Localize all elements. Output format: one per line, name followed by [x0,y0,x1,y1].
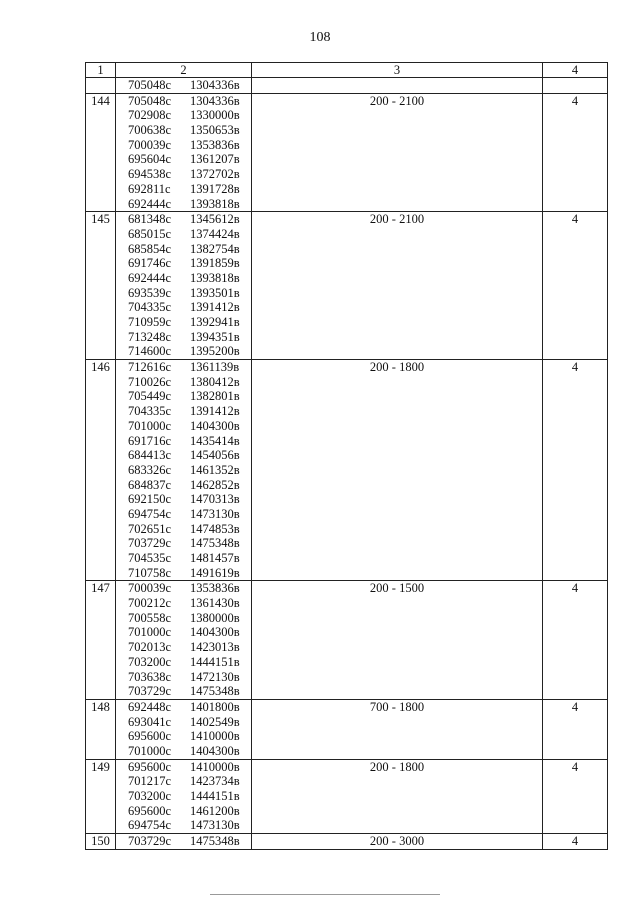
coordinate-pair [128,227,251,242]
latitude-value: 703729с [128,834,172,849]
coordinate-pair [128,300,251,315]
coordinates-cell [116,834,252,850]
coordinate-pair [128,271,251,286]
coordinates-cell [116,360,252,581]
coordinate-pair [128,197,251,212]
row-number-cell [86,78,116,94]
longitude-value: 1404300в [190,743,240,758]
category-cell [543,78,608,94]
latitude-value: 713248с [128,329,172,344]
longitude-value: 1380000в [190,610,240,625]
coordinates-cell [116,699,252,759]
coordinate-pair [128,551,251,566]
longitude-value: 1444151в [190,789,240,803]
latitude-value: 700039с [128,581,172,596]
row-number-cell: 146 [86,360,116,581]
row-number-cell: 144 [86,93,116,212]
longitude-value: 1410000в [190,729,240,744]
coordinate-pair [128,167,251,182]
coordinate-pair [128,123,251,138]
coordinate-pair [128,566,251,581]
coordinate-pair [128,419,251,434]
coordinate-pair [128,448,251,463]
longitude-value: 1391859в [190,256,240,271]
longitude-value: 1361430в [190,596,240,611]
coordinate-pair [128,138,251,153]
coordinates-cell [116,93,252,212]
depth-range-cell: 200 - 1800 [252,360,543,581]
longitude-value: 1393818в [190,270,240,285]
latitude-value: 703729с [128,684,172,699]
longitude-value: 1410000в [190,759,240,774]
longitude-value: 1444151в [190,654,240,669]
longitude-value: 1461352в [190,462,240,477]
coordinate-pair [128,344,251,359]
coordinate-pair [128,94,251,109]
longitude-value: 1382754в [190,241,240,256]
longitude-value: 1475348в [190,834,240,849]
longitude-value: 1353836в [190,581,240,596]
longitude-value: 1402549в [190,714,240,729]
longitude-value: 1475348в [190,684,240,699]
latitude-value: 685015с [128,226,172,241]
table-row [86,759,608,833]
coordinate-pair [128,315,251,330]
longitude-value: 1394351в [190,329,240,344]
header-col-2: 2 [116,63,252,78]
longitude-value: 1462852в [190,477,240,492]
coordinate-pair [128,389,251,404]
longitude-value: 1481457в [190,551,240,565]
table-row [86,212,608,360]
longitude-value: 1330000в [190,108,240,123]
latitude-value: 695600с [128,729,172,744]
longitude-value: 1470313в [190,492,240,507]
latitude-value: 684413с [128,448,172,463]
coordinate-pair [128,670,251,685]
table-row [86,93,608,212]
depth-range-cell: 200 - 1800 [252,759,543,833]
coordinate-pair [128,375,251,390]
coordinate-pair [128,330,251,345]
latitude-value: 700558с [128,610,172,625]
latitude-value: 692444с [128,196,172,211]
coordinate-pair [128,625,251,640]
continuation-row [86,78,608,94]
latitude-value: 694538с [128,167,172,182]
longitude-value: 1361139в [190,360,240,375]
data-table [85,62,608,850]
latitude-value: 695600с [128,759,172,774]
depth-range-cell [252,78,543,94]
depth-range-cell: 200 - 1500 [252,581,543,700]
coordinate-pair [128,581,251,596]
latitude-value: 705449с [128,389,172,404]
row-number-cell: 145 [86,212,116,360]
latitude-value: 705048с [128,93,172,108]
header-col-4: 4 [543,63,608,78]
table-row [86,360,608,581]
coordinate-pair [128,760,251,775]
coordinate-pair [128,522,251,537]
latitude-value: 692448с [128,699,172,714]
longitude-value: 1393818в [190,196,240,211]
longitude-value: 1304336в [190,78,240,92]
latitude-value: 702651с [128,521,172,536]
longitude-value: 1474853в [190,521,240,536]
coordinate-pair [128,774,251,789]
latitude-value: 693041с [128,714,172,729]
coordinate-pair [128,744,251,759]
coordinate-pair [128,152,251,167]
coordinate-pair [128,789,251,804]
latitude-value: 701000с [128,625,172,640]
longitude-value: 1404300в [190,625,240,640]
coordinate-pair [128,463,251,478]
category-cell: 4 [543,360,608,581]
longitude-value: 1372702в [190,167,240,182]
coordinate-pair [128,818,251,833]
coordinate-pair [128,804,251,819]
latitude-value: 703729с [128,536,172,551]
coordinate-pair [128,404,251,419]
longitude-value: 1423734в [190,774,240,789]
longitude-value: 1374424в [190,226,240,241]
longitude-value: 1391412в [190,300,240,315]
coordinate-pair [128,536,251,551]
row-number-cell: 149 [86,759,116,833]
latitude-value: 691746с [128,256,172,271]
coordinate-pair [128,256,251,271]
latitude-value: 710758с [128,565,172,580]
latitude-value: 710959с [128,315,172,329]
longitude-value: 1361207в [190,152,240,167]
longitude-value: 1391412в [190,404,240,419]
category-cell: 4 [543,581,608,700]
coordinate-pair [128,715,251,730]
coordinate-pair [128,78,251,93]
longitude-value: 1472130в [190,669,240,684]
table-body [86,78,608,850]
table-row [86,699,608,759]
coordinate-pair [128,434,251,449]
header-col-1: 1 [86,63,116,78]
latitude-value: 701217с [128,774,172,789]
coordinates-cell [116,78,252,94]
latitude-value: 705048с [128,78,172,92]
longitude-value: 1473130в [190,506,240,521]
longitude-value: 1350653в [190,123,240,138]
longitude-value: 1353836в [190,137,240,152]
longitude-value: 1423013в [190,640,240,655]
longitude-value: 1304336в [190,93,240,108]
coordinate-pair [128,834,251,849]
coordinates-cell [116,759,252,833]
category-cell: 4 [543,93,608,212]
header-col-3: 3 [252,63,543,78]
longitude-value: 1475348в [190,536,240,551]
coordinate-pair [128,478,251,493]
latitude-value: 695604с [128,152,172,167]
longitude-value: 1404300в [190,418,240,433]
longitude-value: 1393501в [190,285,240,300]
latitude-value: 712616с [128,360,172,375]
category-cell: 4 [543,834,608,850]
latitude-value: 692811с [128,181,171,196]
coordinates-cell [116,212,252,360]
table-header [86,63,608,78]
longitude-value: 1395200в [190,344,240,359]
latitude-value: 692444с [128,270,172,285]
latitude-value: 704335с [128,300,172,315]
latitude-value: 700212с [128,596,172,611]
latitude-value: 695600с [128,803,172,818]
longitude-value: 1473130в [190,818,240,833]
category-cell: 4 [543,212,608,360]
depth-range-cell: 200 - 3000 [252,834,543,850]
latitude-value: 683326с [128,462,172,477]
latitude-value: 692150с [128,492,172,507]
latitude-value: 710026с [128,374,172,389]
coordinate-pair [128,640,251,655]
table-row [86,834,608,850]
longitude-value: 1461200в [190,803,240,818]
depth-range-cell: 200 - 2100 [252,212,543,360]
longitude-value: 1391728в [190,181,240,196]
latitude-value: 704535с [128,551,172,565]
row-number-cell: 147 [86,581,116,700]
latitude-value: 702908с [128,108,172,123]
latitude-value: 703638с [128,669,172,684]
category-cell: 4 [543,699,608,759]
longitude-value: 1401800в [190,699,240,714]
coordinates-cell [116,581,252,700]
coordinate-pair [128,507,251,522]
latitude-value: 700039с [128,137,172,152]
table-row [86,581,608,700]
latitude-value: 701000с [128,743,172,758]
coordinate-pair [128,684,251,699]
longitude-value: 1454056в [190,448,240,463]
coordinate-pair [128,729,251,744]
bottom-divider [210,894,440,895]
coordinate-pair [128,108,251,123]
longitude-value: 1491619в [190,565,240,580]
coordinate-pair [128,212,251,227]
page-number: 108 [309,30,331,45]
latitude-value: 685854с [128,241,172,256]
latitude-value: 694754с [128,506,172,521]
longitude-value: 1382801в [190,389,240,404]
latitude-value: 681348с [128,212,172,227]
latitude-value: 694754с [128,818,172,833]
latitude-value: 702013с [128,640,172,655]
coordinate-pair [128,360,251,375]
latitude-value: 693539с [128,285,172,300]
latitude-value: 704335с [128,404,172,419]
coordinate-pair [128,492,251,507]
longitude-value: 1380412в [190,374,240,389]
row-number-cell: 150 [86,834,116,850]
latitude-value: 714600с [128,344,172,359]
latitude-value: 684837с [128,477,172,492]
coordinate-pair [128,611,251,626]
coordinate-pair [128,286,251,301]
coordinate-pair [128,242,251,257]
row-number-cell: 148 [86,699,116,759]
latitude-value: 691716с [128,433,172,448]
coordinate-pair [128,700,251,715]
coordinate-pair [128,596,251,611]
longitude-value: 1435414в [190,433,240,448]
latitude-value: 703200с [128,654,172,669]
latitude-value: 700638с [128,123,172,138]
coordinate-pair [128,655,251,670]
depth-range-cell: 700 - 1800 [252,699,543,759]
longitude-value: 1392941в [190,315,240,329]
latitude-value: 703200с [128,789,172,803]
longitude-value: 1345612в [190,212,240,227]
category-cell: 4 [543,759,608,833]
coordinate-pair [128,182,251,197]
depth-range-cell: 200 - 2100 [252,93,543,212]
latitude-value: 701000с [128,418,172,433]
